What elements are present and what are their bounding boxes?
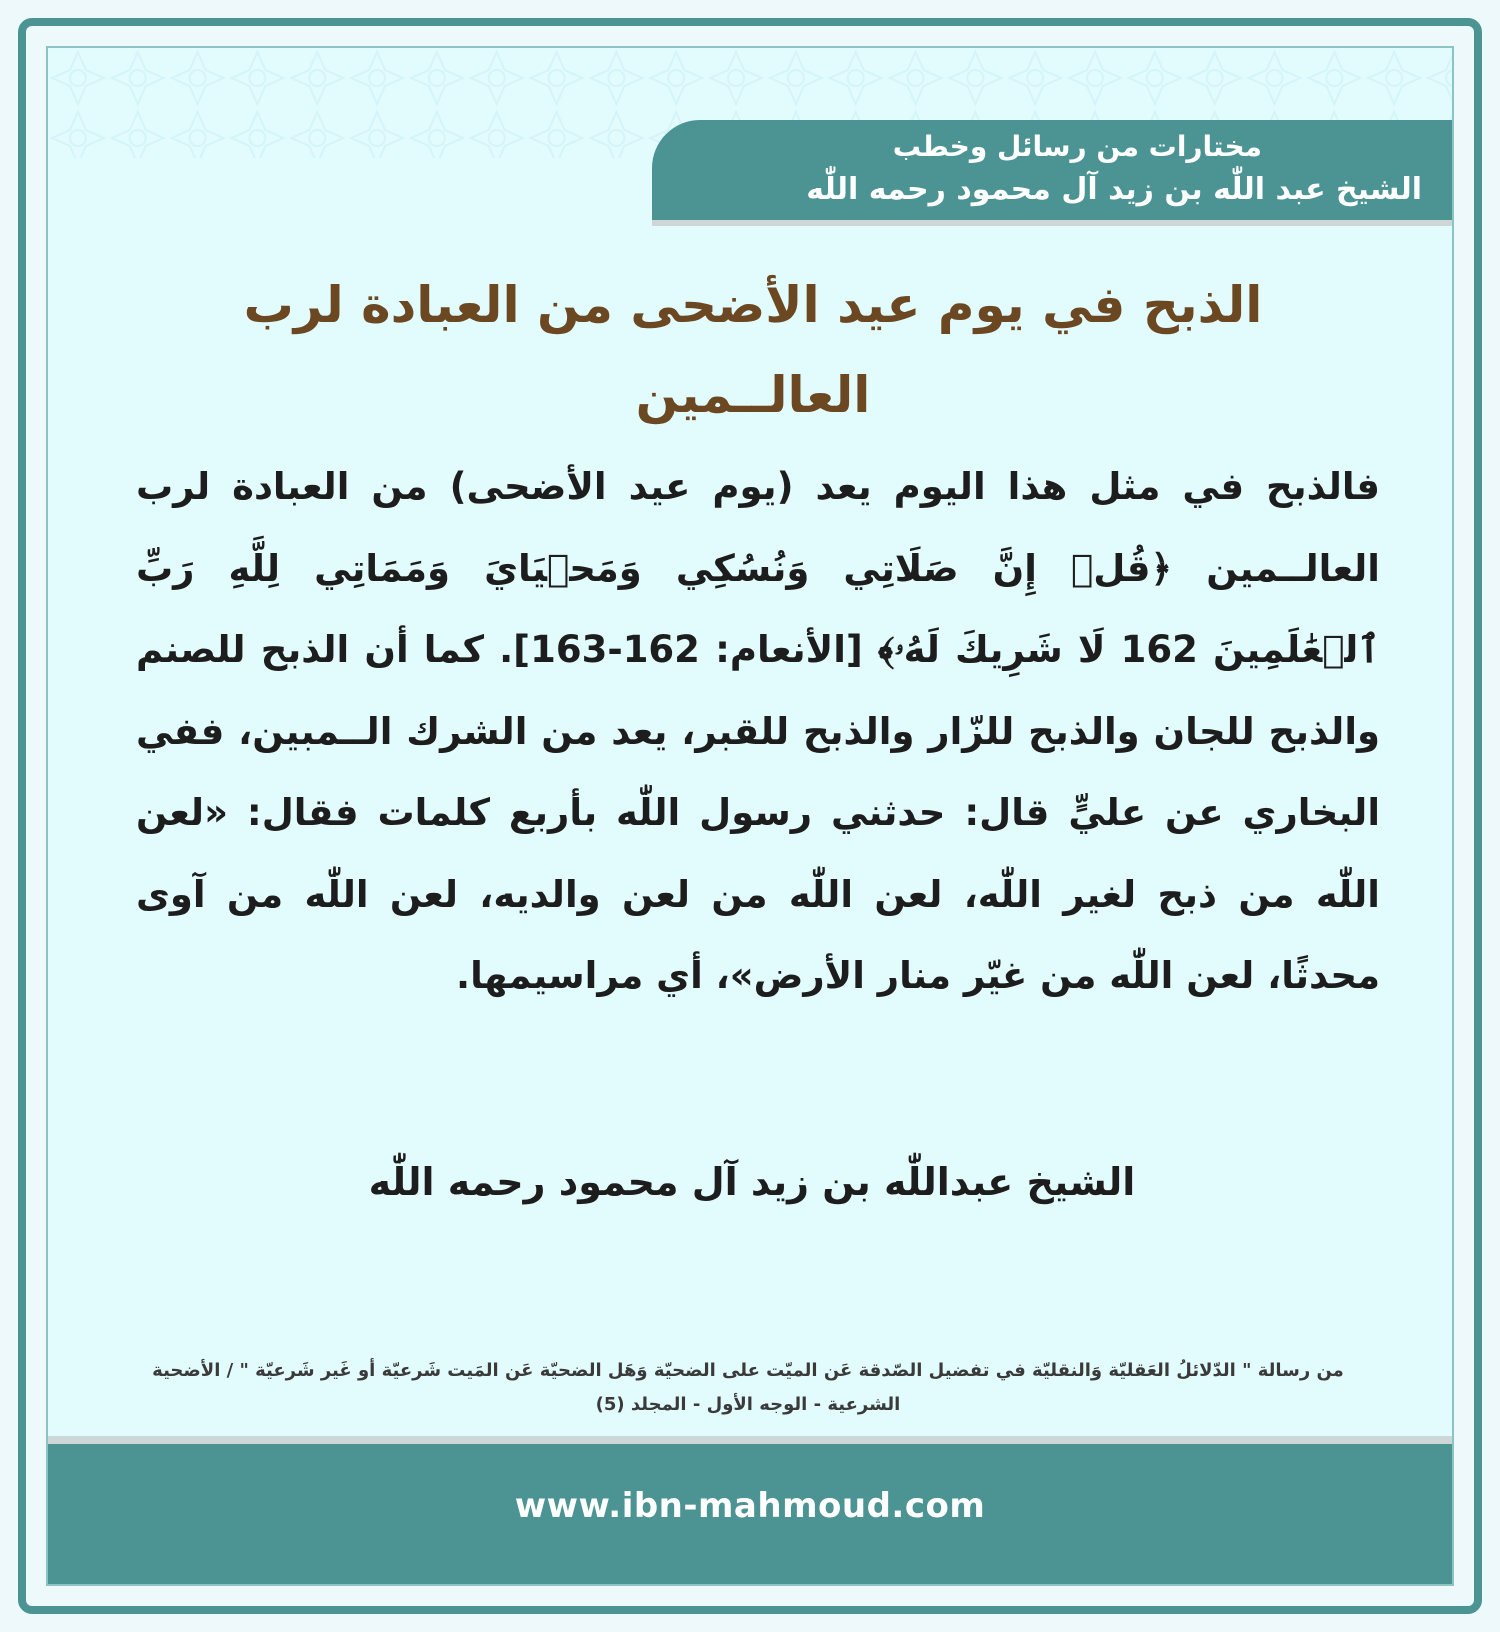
outer-frame: [18, 18, 1482, 1614]
content-panel: [46, 46, 1454, 1586]
source-citation: من رسالة " الدّلائلُ العَقليّة وَالنقليّة في تفضيل الصّدقة عَن الميّت على الضحيّة وَهَل الضحيّة عَن المَيت شَرعيّة أو غَير شَرعيّة " / الأضحية الشرعية - الوجه الأول - المجلد (5): [152, 1360, 1344, 1415]
series-title: مختارات من رسائل وخطب: [892, 130, 1262, 163]
header-banner: [652, 120, 1452, 226]
footer-bar: [48, 1444, 1452, 1586]
body-paragraph: فالذبح في مثل هذا اليوم يعد (يوم عيد الأضحى) من العبادة لرب العالــمين ﴿قُلۡ إِنَّ صَلَاتِي وَنُسُكِي وَمَحۡيَايَ وَمَمَاتِي لِلَّهِ رَبِّ ٱلۡعَٰلَمِينَ 162 لَا شَرِيكَ لَهُۥ﴾ [الأنعام: 162-163]. كما أن الذبح للصنم والذبح للجان والذبح للزّار والذبح للقبر، يعد من الشرك الــمبين، ففي البخاري عن عليٍّ قال: حدثني رسول اللّٰه بأربع كلمات فقال: «لعن اللّٰه من ذبح لغير اللّٰه، لعن اللّٰه من لعن والديه، لعن اللّٰه من آوى محدثًا، لعن اللّٰه من غيّر منار الأرض»، أي مراسيمها.: [136, 465, 1380, 997]
footer-divider: [48, 1436, 1452, 1444]
author-signature: الشيخ عبداللّٰه بن زيد آل محمود رحمه اللّٰه: [368, 1160, 1136, 1204]
page-title: الذبح في يوم عيد الأضحى من العبادة لرب العالــمين: [243, 276, 1263, 424]
author-name-header: الشيخ عبد اللّٰه بن زيد آل محمود رحمه اللّٰه: [806, 172, 1422, 207]
website-link[interactable]: www.ibn-mahmoud.com: [514, 1486, 986, 1526]
